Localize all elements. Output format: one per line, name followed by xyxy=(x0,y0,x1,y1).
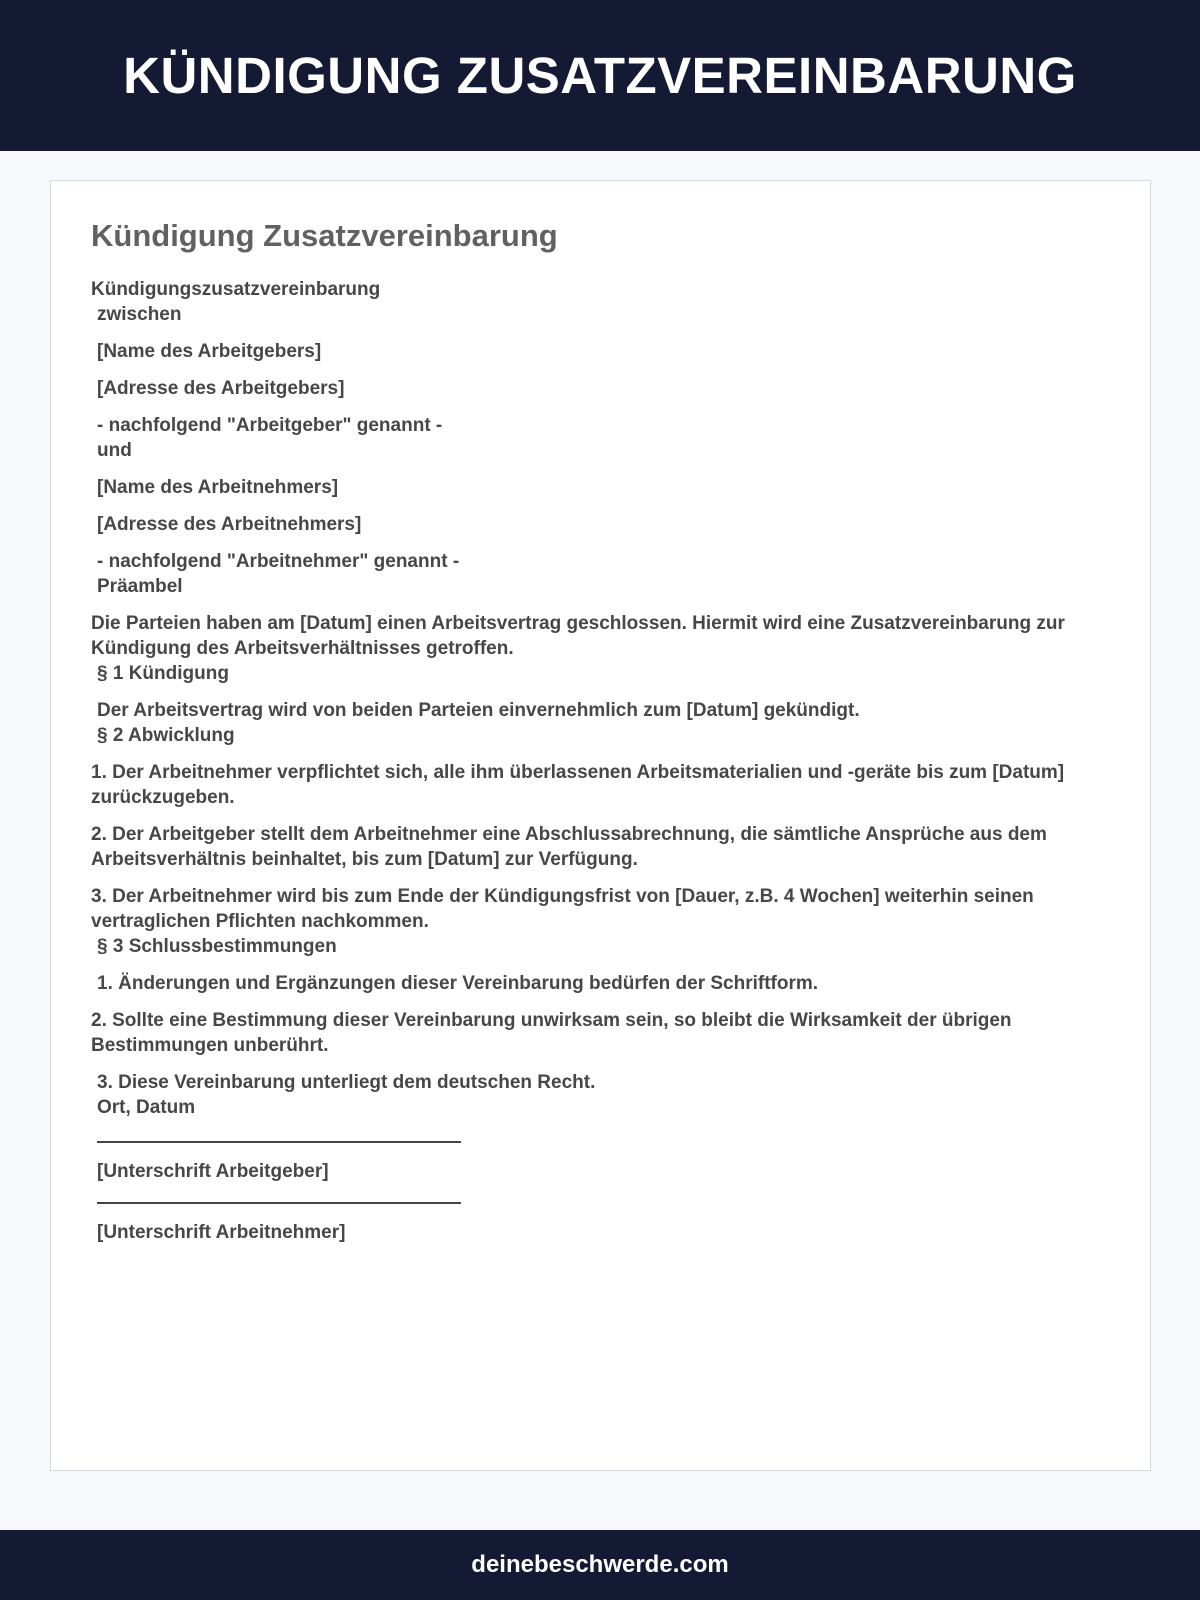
employer-designation-block xyxy=(91,413,1110,463)
section3-item3-block xyxy=(91,1070,1110,1120)
preamble-text: Die Parteien haben am [Datum] einen Arbeitsvertrag geschlossen. Hiermit wird eine Zusatzvereinbarung zur Kündigung des Arbeitsverhältnisses getroffen. xyxy=(91,613,1065,660)
employee-signature-label: [Unterschrift Arbeitnehmer] xyxy=(97,1222,346,1244)
section3-item2: 2. Sollte eine Bestimmung dieser Vereinbarung unwirksam sein, so bleibt die Wirksamkeit der übrigen Bestimmungen unberührt. xyxy=(91,1010,1012,1057)
section1-text: Der Arbeitsvertrag wird von beiden Parteien einvernehmlich zum [Datum] gekündigt. xyxy=(97,700,860,722)
employer-signature-line xyxy=(97,1141,461,1143)
section2-item2: 2. Der Arbeitgeber stellt dem Arbeitnehmer eine Abschlussabrechnung, die sämtliche Ansprüche aus dem Arbeitsverhältnis beinhaltet, bis zum [Datum] zur Verfügung. xyxy=(91,824,1047,871)
employer-signature-label: [Unterschrift Arbeitgeber] xyxy=(97,1161,329,1183)
place-date: Ort, Datum xyxy=(97,1097,196,1119)
employee-signature-line xyxy=(97,1202,461,1204)
heading-line1: Kündigungszusatzvereinbarung xyxy=(91,279,381,301)
footer-site: deinebeschwerde.com xyxy=(471,1551,729,1578)
section2-item3-block xyxy=(91,884,1110,959)
section3-item3: 3. Diese Vereinbarung unterliegt dem deutschen Recht. xyxy=(97,1072,596,1094)
employee-designation: - nachfolgend "Arbeitnehmer" genannt - xyxy=(97,551,460,573)
header-title: KÜNDIGUNG ZUSATZVEREINBARUNG xyxy=(123,47,1077,104)
preamble-block xyxy=(91,611,1110,686)
section2-item3: 3. Der Arbeitnehmer wird bis zum Ende der Kündigungsfrist von [Dauer, z.B. 4 Wochen] weiterhin seinen vertraglichen Pflichten nachkommen. xyxy=(91,886,1034,933)
section2-item1: 1. Der Arbeitnehmer verpflichtet sich, alle ihm überlassenen Arbeitsmaterialien und -geräte bis zum [Datum] zurückzugeben. xyxy=(91,762,1065,809)
employee-designation-block xyxy=(91,549,1110,599)
document-title: Kündigung Zusatzvereinbarung xyxy=(91,218,558,253)
section2-heading: § 2 Abwicklung xyxy=(97,725,235,747)
heading-line2: zwischen xyxy=(97,304,182,326)
page-footer xyxy=(0,1530,1200,1600)
employee-name: [Name des Arbeitnehmers] xyxy=(97,477,339,499)
section3-item1: 1. Änderungen und Ergänzungen dieser Vereinbarung bedürfen der Schriftform. xyxy=(97,973,819,995)
and-text: und xyxy=(97,440,132,462)
preamble-heading: Präambel xyxy=(97,576,183,598)
section3-heading: § 3 Schlussbestimmungen xyxy=(97,936,337,958)
employer-address: [Adresse des Arbeitgebers] xyxy=(97,378,345,400)
document-card xyxy=(50,180,1151,1471)
section1-block xyxy=(91,698,1110,748)
employer-name: [Name des Arbeitgebers] xyxy=(97,341,322,363)
heading-block xyxy=(91,277,1110,327)
section1-heading: § 1 Kündigung xyxy=(97,663,229,685)
page-header xyxy=(0,0,1200,151)
document-body xyxy=(91,277,1110,1245)
employee-address: [Adresse des Arbeitnehmers] xyxy=(97,514,362,536)
employer-designation: - nachfolgend "Arbeitgeber" genannt - xyxy=(97,415,443,437)
